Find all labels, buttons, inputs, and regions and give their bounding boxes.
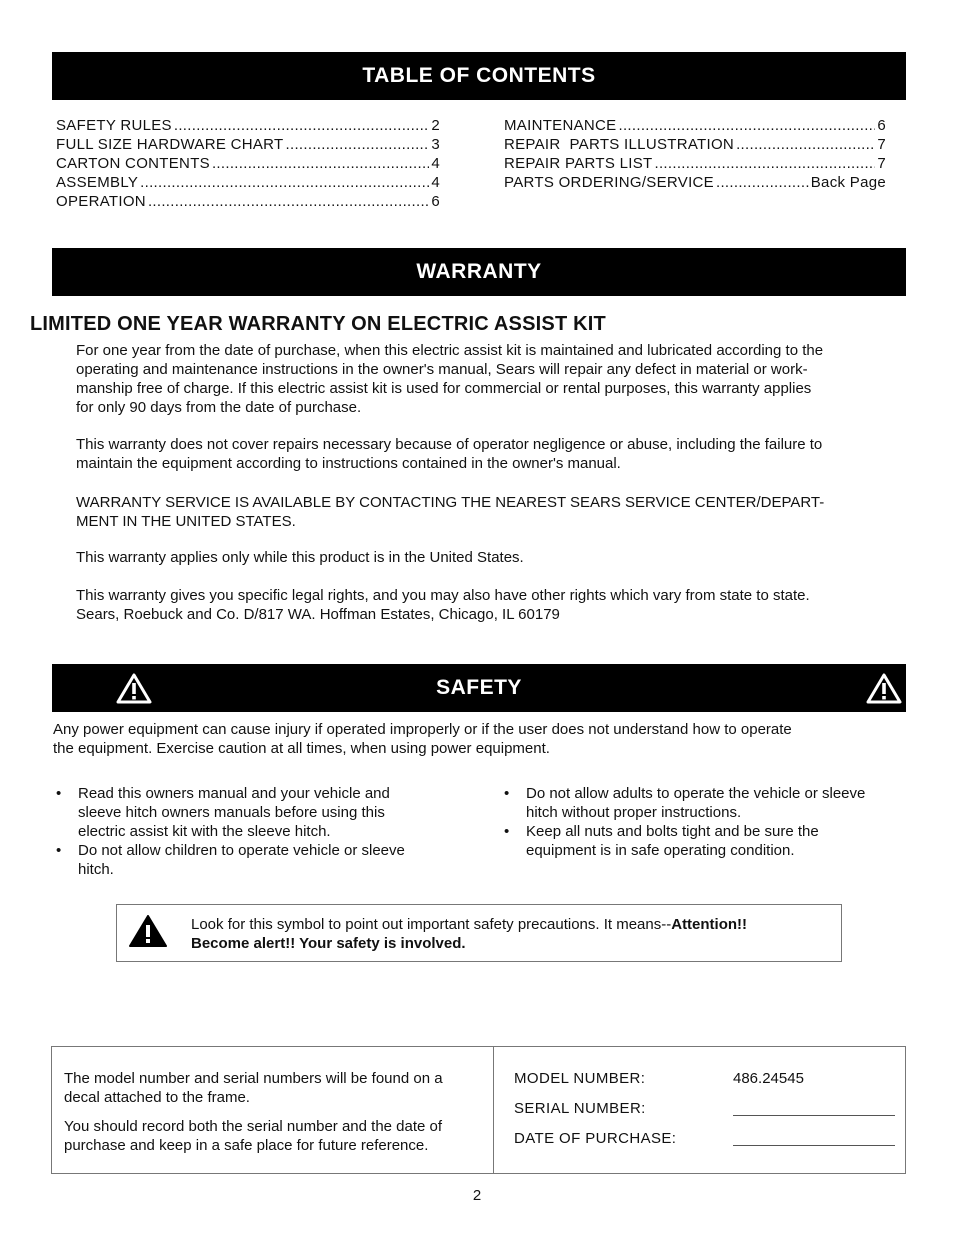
toc-entry: CARTON CONTENTS ..... 4: [56, 154, 440, 173]
list-item: • Keep all nuts and bolts tight and be sure the equipment is in safe operating condition.: [504, 823, 819, 859]
list-item: • Do not allow adults to operate the vehicle or sleeve hitch without proper instructions.: [504, 785, 866, 821]
warranty-title: WARRANTY: [416, 260, 542, 283]
toc-entry: FULL SIZE HARDWARE CHART ..... 3: [56, 135, 440, 154]
list-item: • Read this owners manual and your vehicle and sleeve hitch owners manuals before using this electric assist kit with the sleeve hitch.: [56, 785, 390, 840]
toc-title: TABLE OF CONTENTS: [362, 64, 596, 87]
model-number-value: 486.24545: [733, 1070, 804, 1087]
date-of-purchase-label: DATE OF PURCHASE:: [514, 1130, 677, 1147]
toc-entry: REPAIR PARTS ILLUSTRATION ..... 7: [504, 135, 886, 154]
page-number: 2: [472, 1187, 482, 1204]
warranty-header: [52, 248, 906, 296]
toc-entry: ASSEMBLY ..... 4: [56, 173, 440, 192]
warranty-paragraph-1: For one year from the date of purchase, when this electric assist kit is maintained and lubricated according to the operating and maintenance instructions in the owner's manual, Sears will repair any defect in material or work- manship free of charge. If this electric assist kit is used for commercial or rental purposes, this warranty applies for only 90 days from the date of purchase.: [76, 342, 824, 416]
toc-header: [52, 52, 906, 100]
list-item: • Do not allow children to operate vehicle or sleeve hitch.: [56, 842, 405, 878]
warranty-heading: LIMITED ONE YEAR WARRANTY ON ELECTRIC ASSIST KIT: [30, 313, 606, 335]
toc-right-column: [504, 116, 886, 192]
warranty-paragraph-4: This warranty applies only while this product is in the United States.: [76, 549, 524, 566]
safety-notice-box: [116, 904, 842, 962]
date-of-purchase-field[interactable]: [733, 1133, 895, 1151]
toc-entry: PARTS ORDERING/SERVICE ..... Back Page: [504, 173, 886, 192]
serial-number-field[interactable]: [733, 1103, 895, 1121]
warning-triangle-icon: [116, 673, 152, 704]
warning-triangle-icon: [866, 673, 902, 704]
safety-title: SAFETY: [436, 676, 522, 699]
safety-bullets-left: [52, 784, 472, 879]
warning-triangle-icon: [129, 915, 167, 947]
toc-entry: REPAIR PARTS LIST ..... 7: [504, 154, 886, 173]
safety-bullets-right: [500, 784, 920, 860]
model-info-box: [51, 1046, 906, 1174]
safety-header: [52, 664, 906, 712]
model-info-text: The model number and serial numbers will be found on a decal attached to the frame. You should record both the serial number and the date of purchase and keep in a safe place for future reference.: [64, 1070, 443, 1154]
warranty-paragraph-3: WARRANTY SERVICE IS AVAILABLE BY CONTACTING THE NEAREST SEARS SERVICE CENTER/DEPART- MENT IN THE UNITED STATES.: [76, 494, 825, 530]
toc-entry: OPERATION ..... 6: [56, 192, 440, 211]
serial-number-label: SERIAL NUMBER:: [514, 1100, 646, 1117]
model-number-label: MODEL NUMBER:: [514, 1070, 646, 1087]
toc-entry: MAINTENANCE ..... 6: [504, 116, 886, 135]
toc-entry: SAFETY RULES ..... 2: [56, 116, 440, 135]
toc-left-column: [56, 116, 440, 211]
safety-intro: Any power equipment can cause injury if operated improperly or if the user does not understand how to operate the equipment. Exercise caution at all times, when using power equipment.: [53, 721, 792, 757]
safety-notice-text: Look for this symbol to point out important safety precautions. It means--Attention!! Become alert!! Your safety is involved.: [191, 916, 748, 952]
divider: [493, 1047, 494, 1173]
warranty-paragraph-2: This warranty does not cover repairs necessary because of operator negligence or abuse, including the failure to maintain the equipment according to instructions contained in the owner's manual.: [76, 436, 823, 472]
warranty-paragraph-5: This warranty gives you specific legal rights, and you may also have other rights which vary from state to state. Sears, Roebuck and Co. D/817 WA. Hoffman Estates, Chicago, IL 60179: [76, 587, 810, 623]
